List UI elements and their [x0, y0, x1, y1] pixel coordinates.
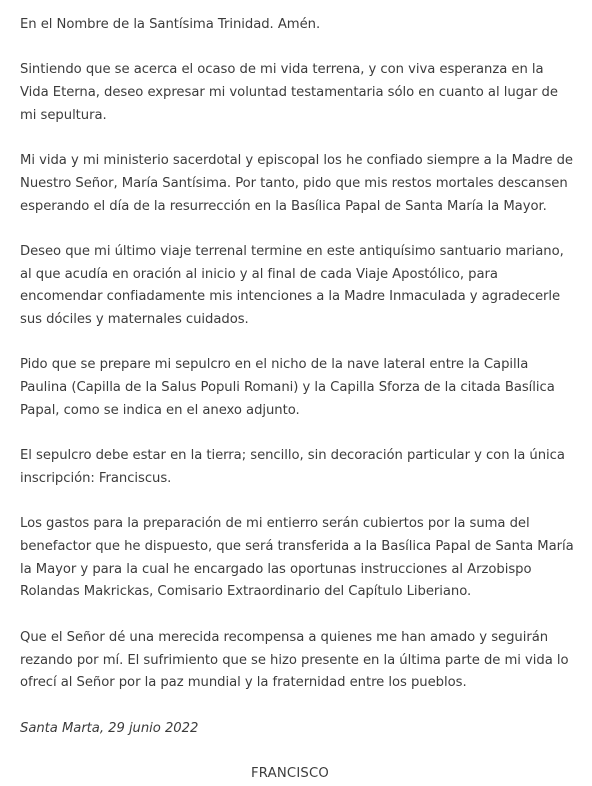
- testament-document: [20, 14, 576, 786]
- paragraph-tomb-description: El sepulcro debe estar en la tierra; sencillo, sin decoración particular y con la única inscripción: Franciscus.: [20, 448, 565, 486]
- paragraph-invocation: En el Nombre de la Santísima Trinidad. Amén.: [20, 17, 321, 32]
- place-and-date: Santa Marta, 29 junio 2022: [20, 720, 199, 736]
- signature: FRANCISCO: [251, 765, 329, 781]
- paragraph-ministry: Mi vida y mi ministerio sacerdotal y episcopal los he confiado siempre a la Madre de Nuestro Señor, María Santísima. Por tanto, pido que mis restos mortales descansen esperando el día de la resurrección en la Basílica Papal de Santa María la Mayor.: [20, 153, 573, 214]
- paragraph-tomb-location: Pido que se prepare mi sepulcro en el nicho de la nave lateral entre la Capilla Paulina (Capilla de la Salus Populi Romani) y la Capilla Sforza de la citada Basílica Papal, como se indica en el anexo adjunto.: [20, 357, 555, 418]
- paragraph-burial-expenses: Los gastos para la preparación de mi entierro serán cubiertos por la suma del benefactor que he dispuesto, que será transferida a la Basílica Papal de Santa María la Mayor y para la cual he encargado las oportunas instrucciones al Arzobispo Rolandas Makrickas, Comisario Extraordinario del Capítulo Liberiano.: [20, 516, 574, 600]
- paragraph-intro: Sintiendo que se acerca el ocaso de mi vida terrena, y con viva esperanza en la Vida Eterna, deseo expresar mi voluntad testamentaria sólo en cuanto al lugar de mi sepultura.: [20, 62, 558, 123]
- paragraph-closing-prayer: Que el Señor dé una merecida recompensa a quienes me han amado y seguirán rezando por mí. El sufrimiento que se hizo presente en la última parte de mi vida lo ofrecí al Señor por la paz mundial y la fraternidad entre los pueblos.: [20, 629, 569, 691]
- paragraph-last-journey: Deseo que mi último viaje terrenal termine en este antiquísimo santuario mariano, al que acudía en oración al inicio y al final de cada Viaje Apostólico, para encomendar confiadamente mis intenciones a la Madre Inmaculada y agradecerle sus dóciles y maternales cuidados.: [20, 243, 564, 328]
